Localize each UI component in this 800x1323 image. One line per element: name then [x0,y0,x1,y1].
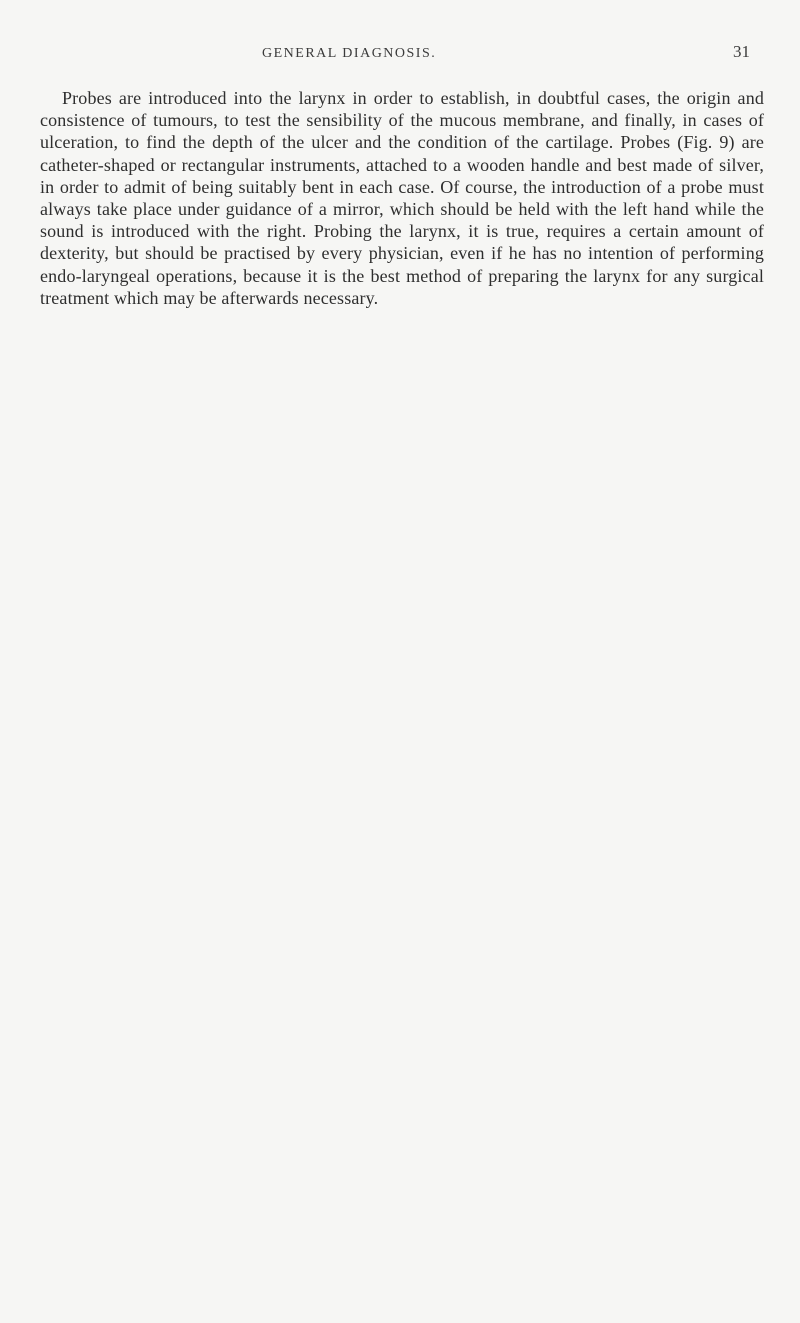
page-number: 31 [733,42,750,61]
running-head: GENERAL DIAGNOSIS. [262,46,437,61]
body-paragraph: Probes are introduced into the larynx in order to establish, in doubtful cases, the origin and consistence of tumours, to test the sensibility of the mucous membrane, and finally, in cases of ulceration, to find the depth of the ulcer and the condition of the cartilage. Probes (Fig. 9) are catheter-shaped or rectangular instruments, attached to a wooden handle and best made of silver, in order to admit of being suitably bent in each case. Of course, the introduction of a probe must always take place under guidance of a mirror, which should be held with the left hand while the sound is introduced with the right. Probing the larynx, it is true, requires a certain amount of dexterity, but should be practised by every physician, even if he has no intention of performing endo-laryngeal operations, because it is the best method of preparing the larynx for any surgical treatment which may be afterwards necessary. [40,88,764,308]
